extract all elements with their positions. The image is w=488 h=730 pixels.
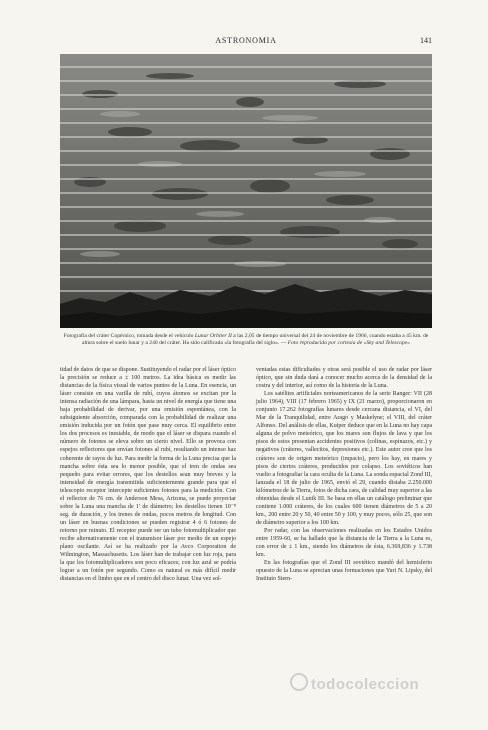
left-column — [60, 366, 236, 583]
crater-photograph — [60, 54, 432, 328]
watermark-logo-icon — [290, 673, 308, 691]
right-column — [256, 366, 432, 583]
caption-lead: Fotografía del cráter Copérnico, tomada desde el vehículo — [63, 333, 194, 339]
caption-vehicle: Lunar Orbiter II — [194, 333, 232, 339]
right-paragraph-3: Por radar, con las observaciones realizadas en los Estados Unidos entre 1959-60, se ha hallado que la distancia de la Tierra a la Luna es, con error de ± 1 km., siendo los diámetros de ésta, 6.369,836 y 1.738 km. — [256, 527, 432, 559]
watermark-text: todocoleccion — [311, 676, 420, 693]
crater-photo-image — [60, 54, 432, 328]
left-paragraph-1: tidad de datos de que se dispone. Sustituyendo el radar por el láser óptico la precisión se reduce a ± 100 metros. La idea básica es medir las distancias de la física visual de varios puntos de la Luna. En esencia, un láser consiste en una varilla de rubí, cuyos átomos se excitan por la intensa radiación de una lámpara, hasta un nivel de energía que tiene una baja probabilidad de derivar, por una emisión espontánea, con la subsiguiente absorción, comparada con la probabilidad de realizar una emisión inducida por un fotón que pase muy cerca. El equilibrio entre los dos procesos es inestable, de modo que el láser se dispara cuando el número de fotones se eleva sobre un cierto nivel. Ello se provoca con espejos reflectores que envían fotones al rubí, resultando un intenso haz coherente de rayos de luz. Para medir la forma de la Luna precisa que la mancha sobre ésta sea lo menor posible, que el tren de ondas sea pequeño para evitar errores, que los destellos sean muy breves y la intensidad de energía transmitida suficientemente grande para que el telescopio receptor intercepte suficientes fotones para la medición. Con el reflector de 76 cm. de Anderson Mesa, Arizona, se puede proyectar sobre la Luna una mancha de 1′ de diámetro; los destellos tienen 10⁻⁸ seg. de duración, y los trenes de ondas, pocos metros de longitud. Con un láser en buenas condiciones se pueden registrar 4 ó 6 fotones de retorno por minuto. El receptor puede ser un tubo fotomultiplicador que recibe alternativamente con el transmisor láser por medio de un espejo plano oscilante. Así se ha realizado por la Avco Corporation de Wilmington, Massachusetts. Los láser han de trabajar con luz roja, para la que los fotomultiplicadores son poco eficaces; con luz azul se podría lograr a un fotón por segundo. Como es natural es más difícil medir distancias en el limbo que en el centro del disco lunar. Una vez sol- — [60, 367, 236, 583]
caption-credit: Foto reproducida por cortesía de «Sky and Telescope» — [287, 340, 410, 347]
caption-rest: a las 2,05 de tiempo universal del 24 de noviembre de 1966, cuando estaba a 45 km. de altura sobre el suelo lunar y a 240 del cráter. Ha sido calificada «la fotografía del siglo». — — [82, 333, 429, 347]
running-title: ASTRONOMIA — [215, 36, 277, 45]
right-paragraph-1: ventadas estas dificultades y otras será posible el uso de radar por láser óptico, que sin duda dará a conocer mucho acerca de la densidad de la costra y del interior, así como de la historia de la Luna. — [256, 367, 432, 390]
page-number: 141 — [420, 36, 432, 45]
figure-caption — [60, 333, 432, 347]
watermark — [290, 672, 480, 698]
right-paragraph-2: Los satélites artificiales norteamericanos de la serie Ranger: VII (28 julio 1964), VIII (17 febrero 1965) y IX (21 marzo), proporcionaron en conjunto 17.262 fotografías lunares desde cercana distancia, el VI, del Mar de la Tranquilidad, entre Arago y Maskelyne; el VIII, del cráter Alfonso. Del análisis de ellas, Kuiper deduce que en la Luna no hay capa alguna de polvo meteórico, que los mares son flujos de lava y que los pisos de estos presentan accidentes positivos (colinas, espinazos, etc.) y negativos (cráteres, vallecitos, depresiones etc.). Este autor cree que los cráteres son de origen meteórico (impacto), pero los hay, en mares y pisos de ciertos cráteres, producidos por colapso. Los soviéticos han vuelto a fotografiar la cara oculta de la Luna. La sonda espacial Zond III, lanzada el 18 de julio de 1965, envió el 29, cuando distaba 2.250.000 kilómetros de la Tierra, fotos de dicha cara, de calidad muy superior a las obtenidas desde el Lunik III. Se basa en ellas un catálogo preliminar que contiene 1.000 cráteres, de los cuales 600 tienen diámetros de 5 a 20 km., 200 entre 20 y 50, 40 entre 50 y 100, y muy pocos, sólo 25, que son de diámetro superior a los 100 km. — [256, 391, 432, 526]
right-paragraph-4: En las fotografías que el Zond III soviético mandó del hemisferio opuesto de la Luna se aprecian unas formaciones que Yuri N. Lipsky, del Instituto Stern- — [256, 560, 432, 583]
